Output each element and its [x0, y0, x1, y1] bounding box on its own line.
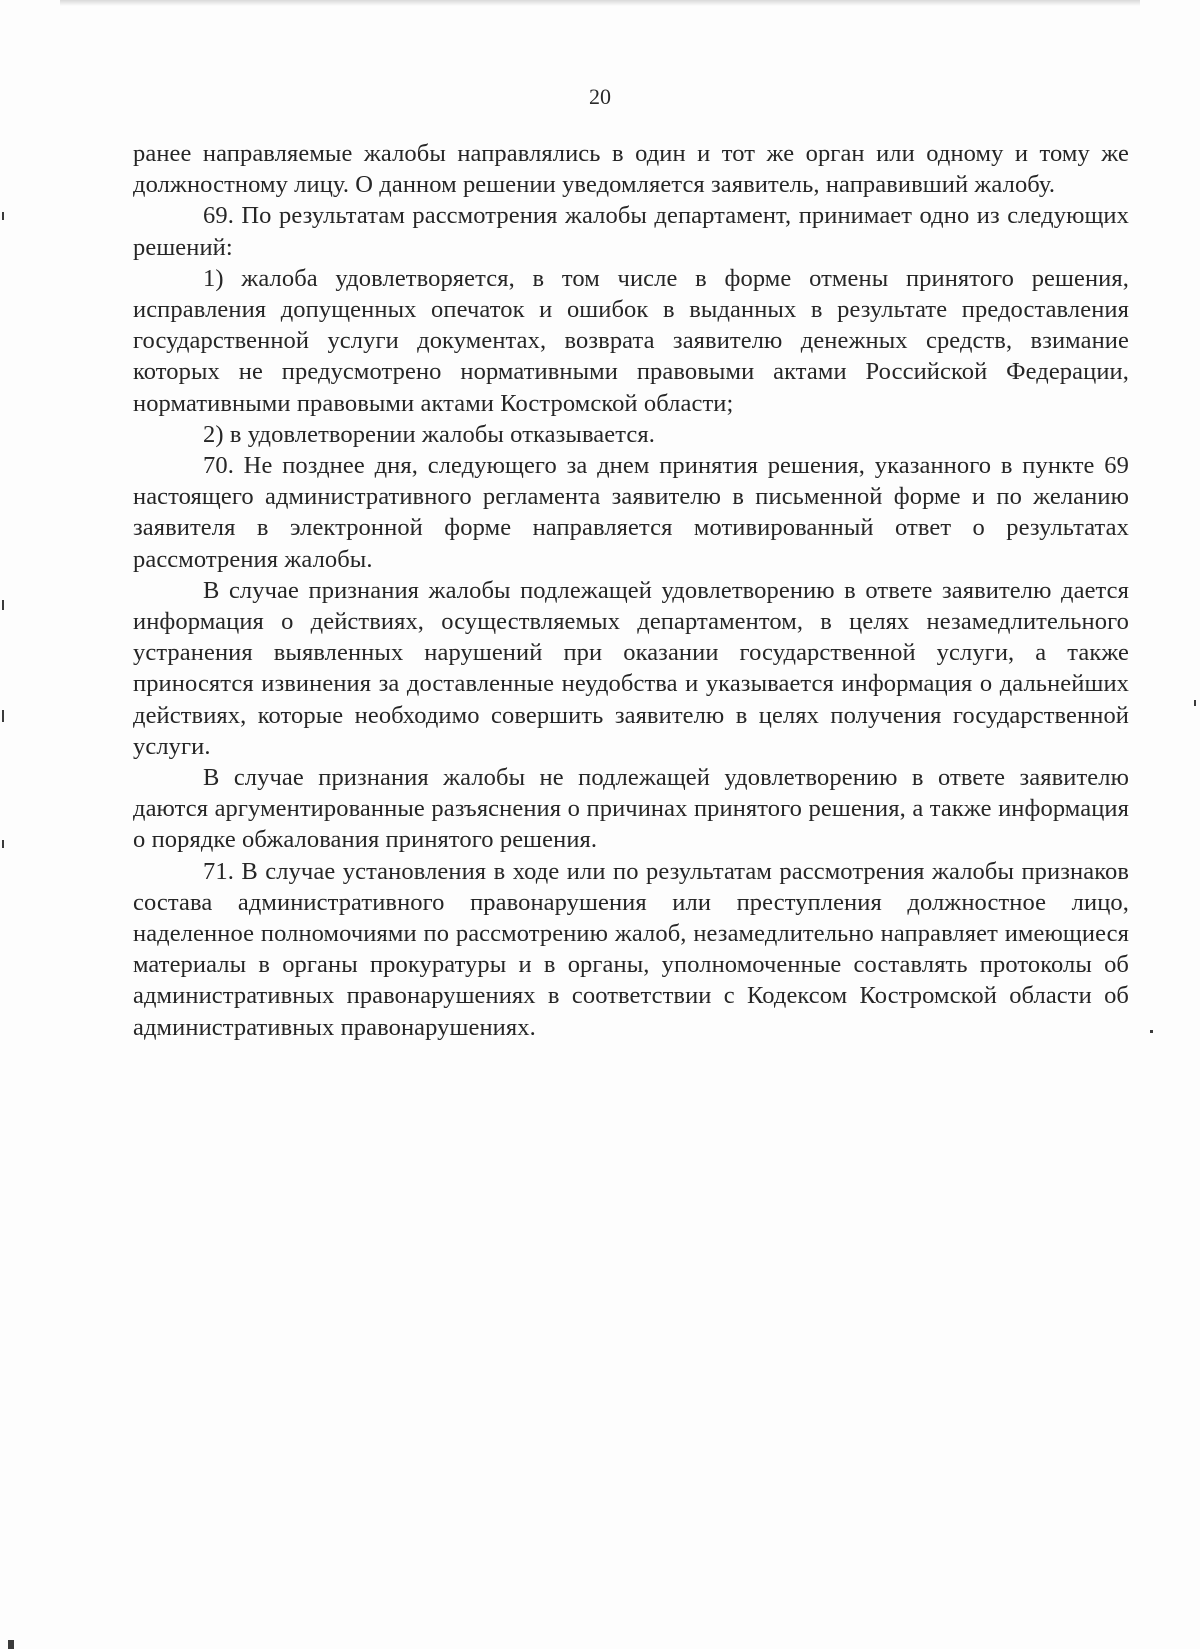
scan-speck — [2, 710, 4, 722]
paragraph-continuation: ранее направляемые жалобы направлялись в один и тот же орган или одному и тому же должностному лицу. О данном решении уведомляется заявитель, направивший жалобу. — [133, 140, 1129, 199]
page-number: 20 — [589, 84, 611, 109]
paragraph-69-item-2: 2) в удовлетворении жалобы отказывается. — [203, 420, 655, 448]
paragraph-69-item-1: 1) жалоба удовлетворяется, в том числе в форме отмены принятого решения, исправления допущенных опечаток и ошибок в выданных в результате предоставления государственной услуги документах, возврата заявителю денежных средств, взимание которых не предусмотрено нормативными правовыми актами Российской Федерации, нормативными правовыми актами Костромской области; — [133, 264, 1129, 417]
scan-edge-shadow — [60, 0, 1140, 6]
scan-speck — [1150, 1030, 1153, 1033]
paragraph-71: 71. В случае установления в ходе или по результатам рассмотрения жалобы признаков состава административного правонарушения или преступления должностное лицо, наделенное полномочиями по рассмотрению жалоб, незамедлительно направляет имеющиеся материалы в органы прокуратуры и в органы, уполномоченные составлять протоколы об административных правонарушениях в соответствии с Кодексом Костромской области об административных правонарушениях. — [133, 857, 1129, 1041]
document-body — [133, 138, 1129, 1043]
paragraph-70: 70. Не позднее дня, следующего за днем принятия решения, указанного в пункте 69 настоящего административного регламента заявителю в письменной форме и по желанию заявителя в электронной форме направляется мотивированный ответ о результатах рассмотрения жалобы. — [133, 452, 1129, 573]
paragraph-70-not-satisfied: В случае признания жалобы не подлежащей удовлетворению в ответе заявителю даются аргументированные разъяснения о причинах принятого решения, а также информация о порядке обжалования принятого решения. — [133, 764, 1129, 854]
scan-speck — [2, 600, 4, 610]
scan-speck — [8, 1640, 14, 1649]
scan-speck — [2, 212, 4, 220]
paragraph-70-satisfied: В случае признания жалобы подлежащей удовлетворению в ответе заявителю дается информация о действиях, осуществляемых департаментом, в целях незамедлительного устранения выявленных нарушений при оказании государственной услуги, а также приносятся извинения за доставленные неудобства и указывается информация о дальнейших действиях, которые необходимо совершить заявителю в целях получения государственной услуги. — [133, 576, 1129, 760]
scan-speck — [2, 840, 4, 848]
paragraph-69: 69. По результатам рассмотрения жалобы департамент, принимает одно из следующих решений: — [133, 202, 1129, 261]
scan-speck — [1194, 700, 1196, 706]
